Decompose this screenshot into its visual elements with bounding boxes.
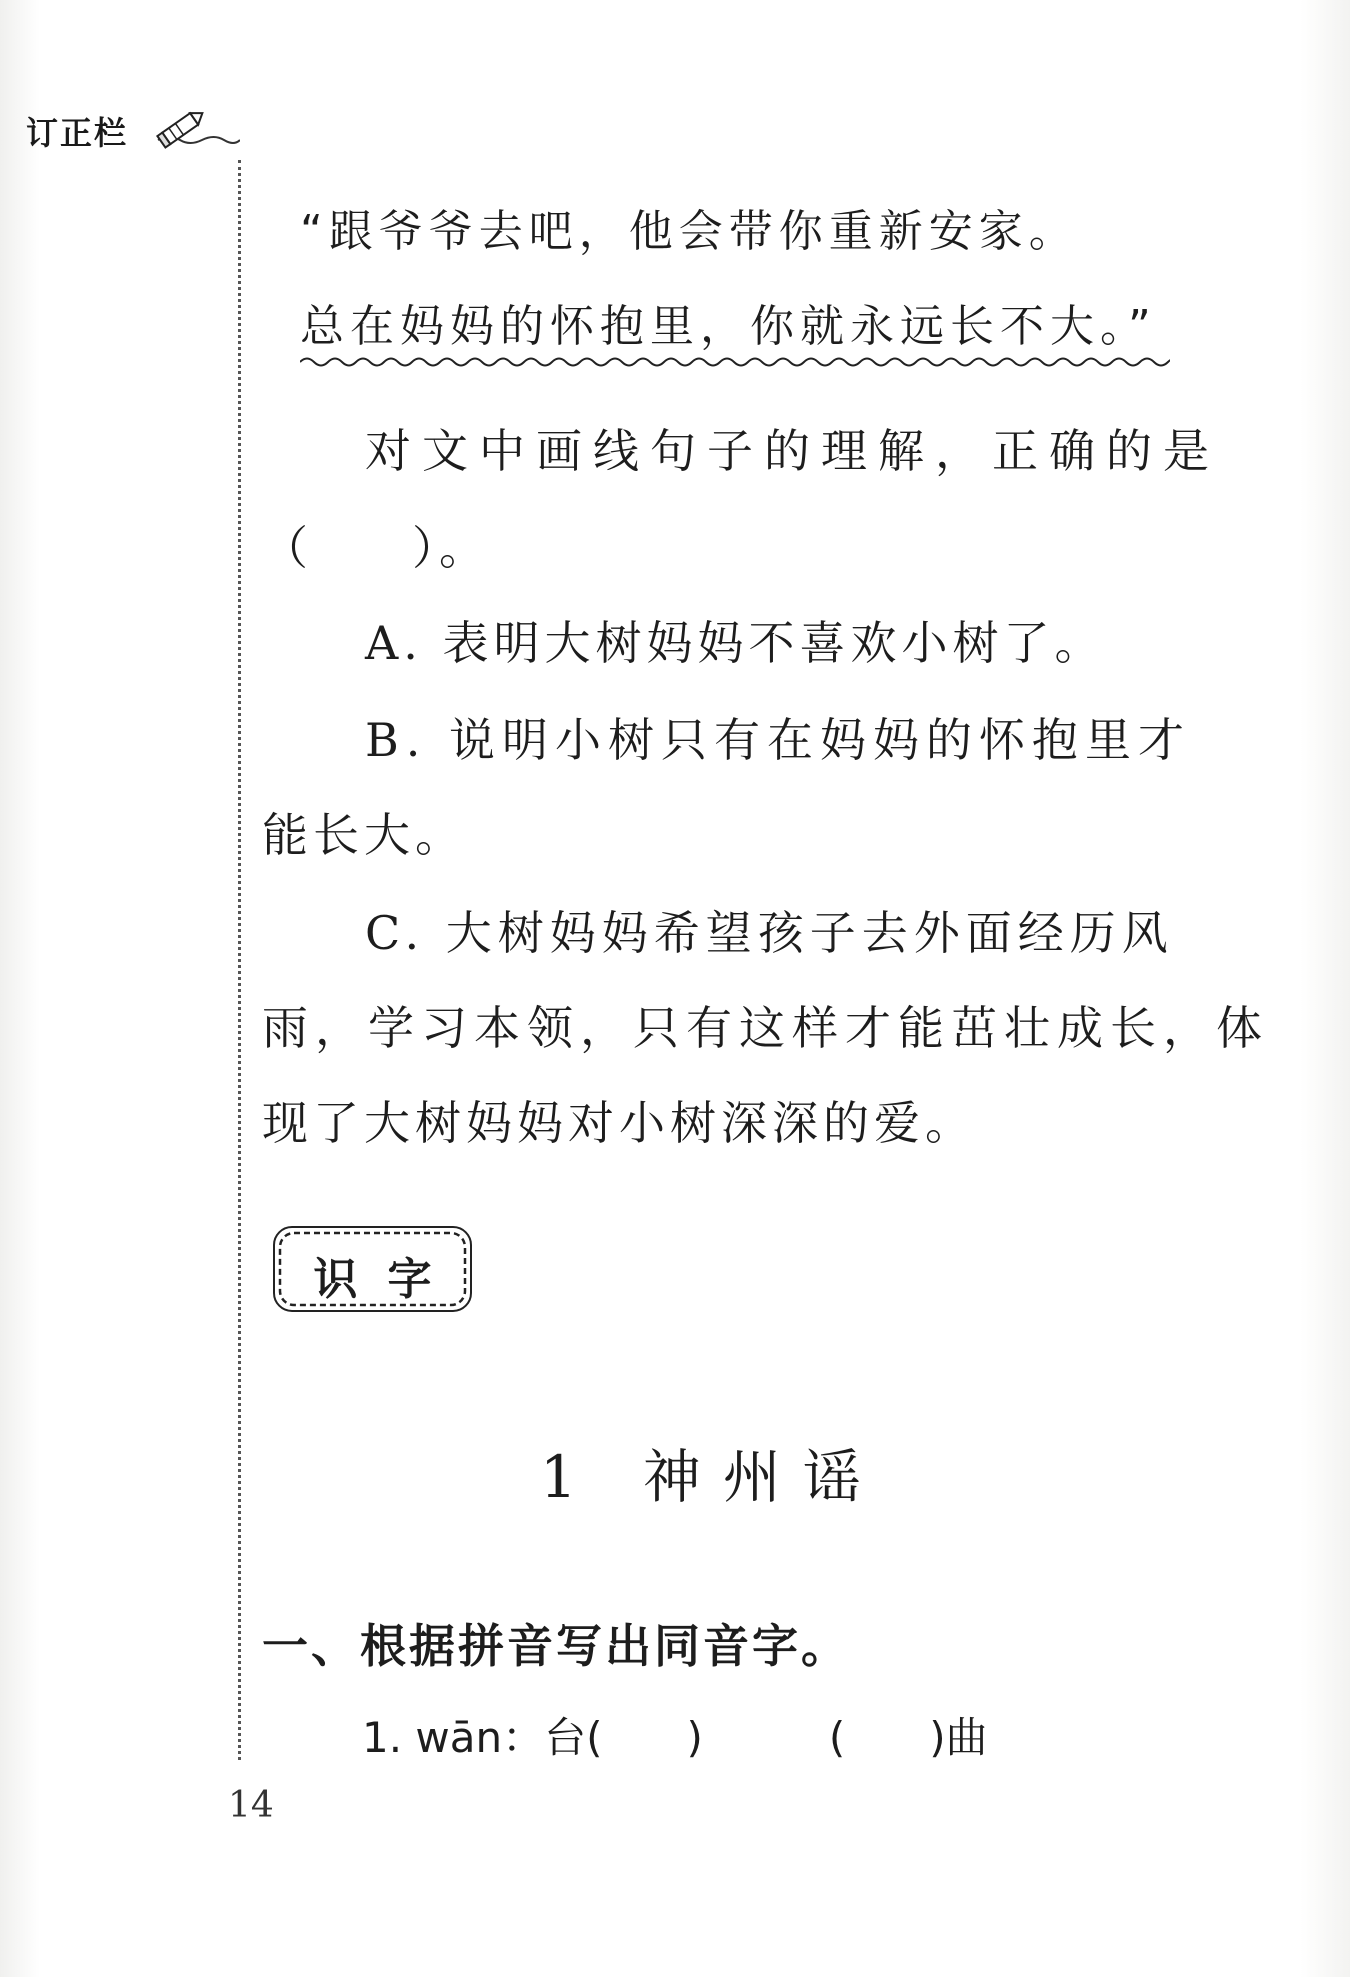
lesson-name: 神州谣 — [642, 1443, 883, 1511]
correction-column-header — [26, 100, 246, 160]
option-a: A. 表明大树妈妈不喜欢小树了。 — [365, 616, 1106, 670]
margin-dotted-rule — [238, 160, 241, 1760]
option-b-line-1: B. 说明小树只有在妈妈的怀抱里才 — [365, 713, 1192, 767]
lesson-title — [540, 1430, 883, 1514]
section-badge — [270, 1225, 475, 1313]
answer-blank[interactable]: （ ）。 — [262, 521, 489, 575]
correction-column-label: 订正栏 — [26, 114, 129, 152]
exercise-heading: 一、根据拼音写出同音字。 — [262, 1619, 850, 1673]
option-c-line-1: C. 大树妈妈希望孩子去外面经历风 — [365, 906, 1174, 960]
lesson-number: 1 — [540, 1443, 599, 1511]
option-c-line-3: 现了大树妈妈对小树深深的爱。 — [262, 1096, 976, 1150]
option-b-line-2: 能长大。 — [262, 808, 466, 862]
page-number: 14 — [228, 1785, 274, 1826]
question-stem-line-1: 对文中画线句子的理解，正确的是 — [365, 424, 1220, 478]
wavy-underline — [300, 355, 1170, 369]
exercise-item-1[interactable]: 1. wān：台( ) ( )曲 — [362, 1713, 988, 1762]
passage-line-2-underlined: 总在妈妈的怀抱里，你就永远长不大。” — [300, 301, 1157, 352]
pencil-icon — [150, 100, 240, 152]
passage-line-1: “跟爷爷去吧，他会带你重新安家。 — [300, 206, 1079, 257]
option-c-line-2: 雨，学习本领，只有这样才能茁壮成长，体 — [262, 1001, 1269, 1055]
section-badge-label: 识字 — [313, 1254, 462, 1305]
